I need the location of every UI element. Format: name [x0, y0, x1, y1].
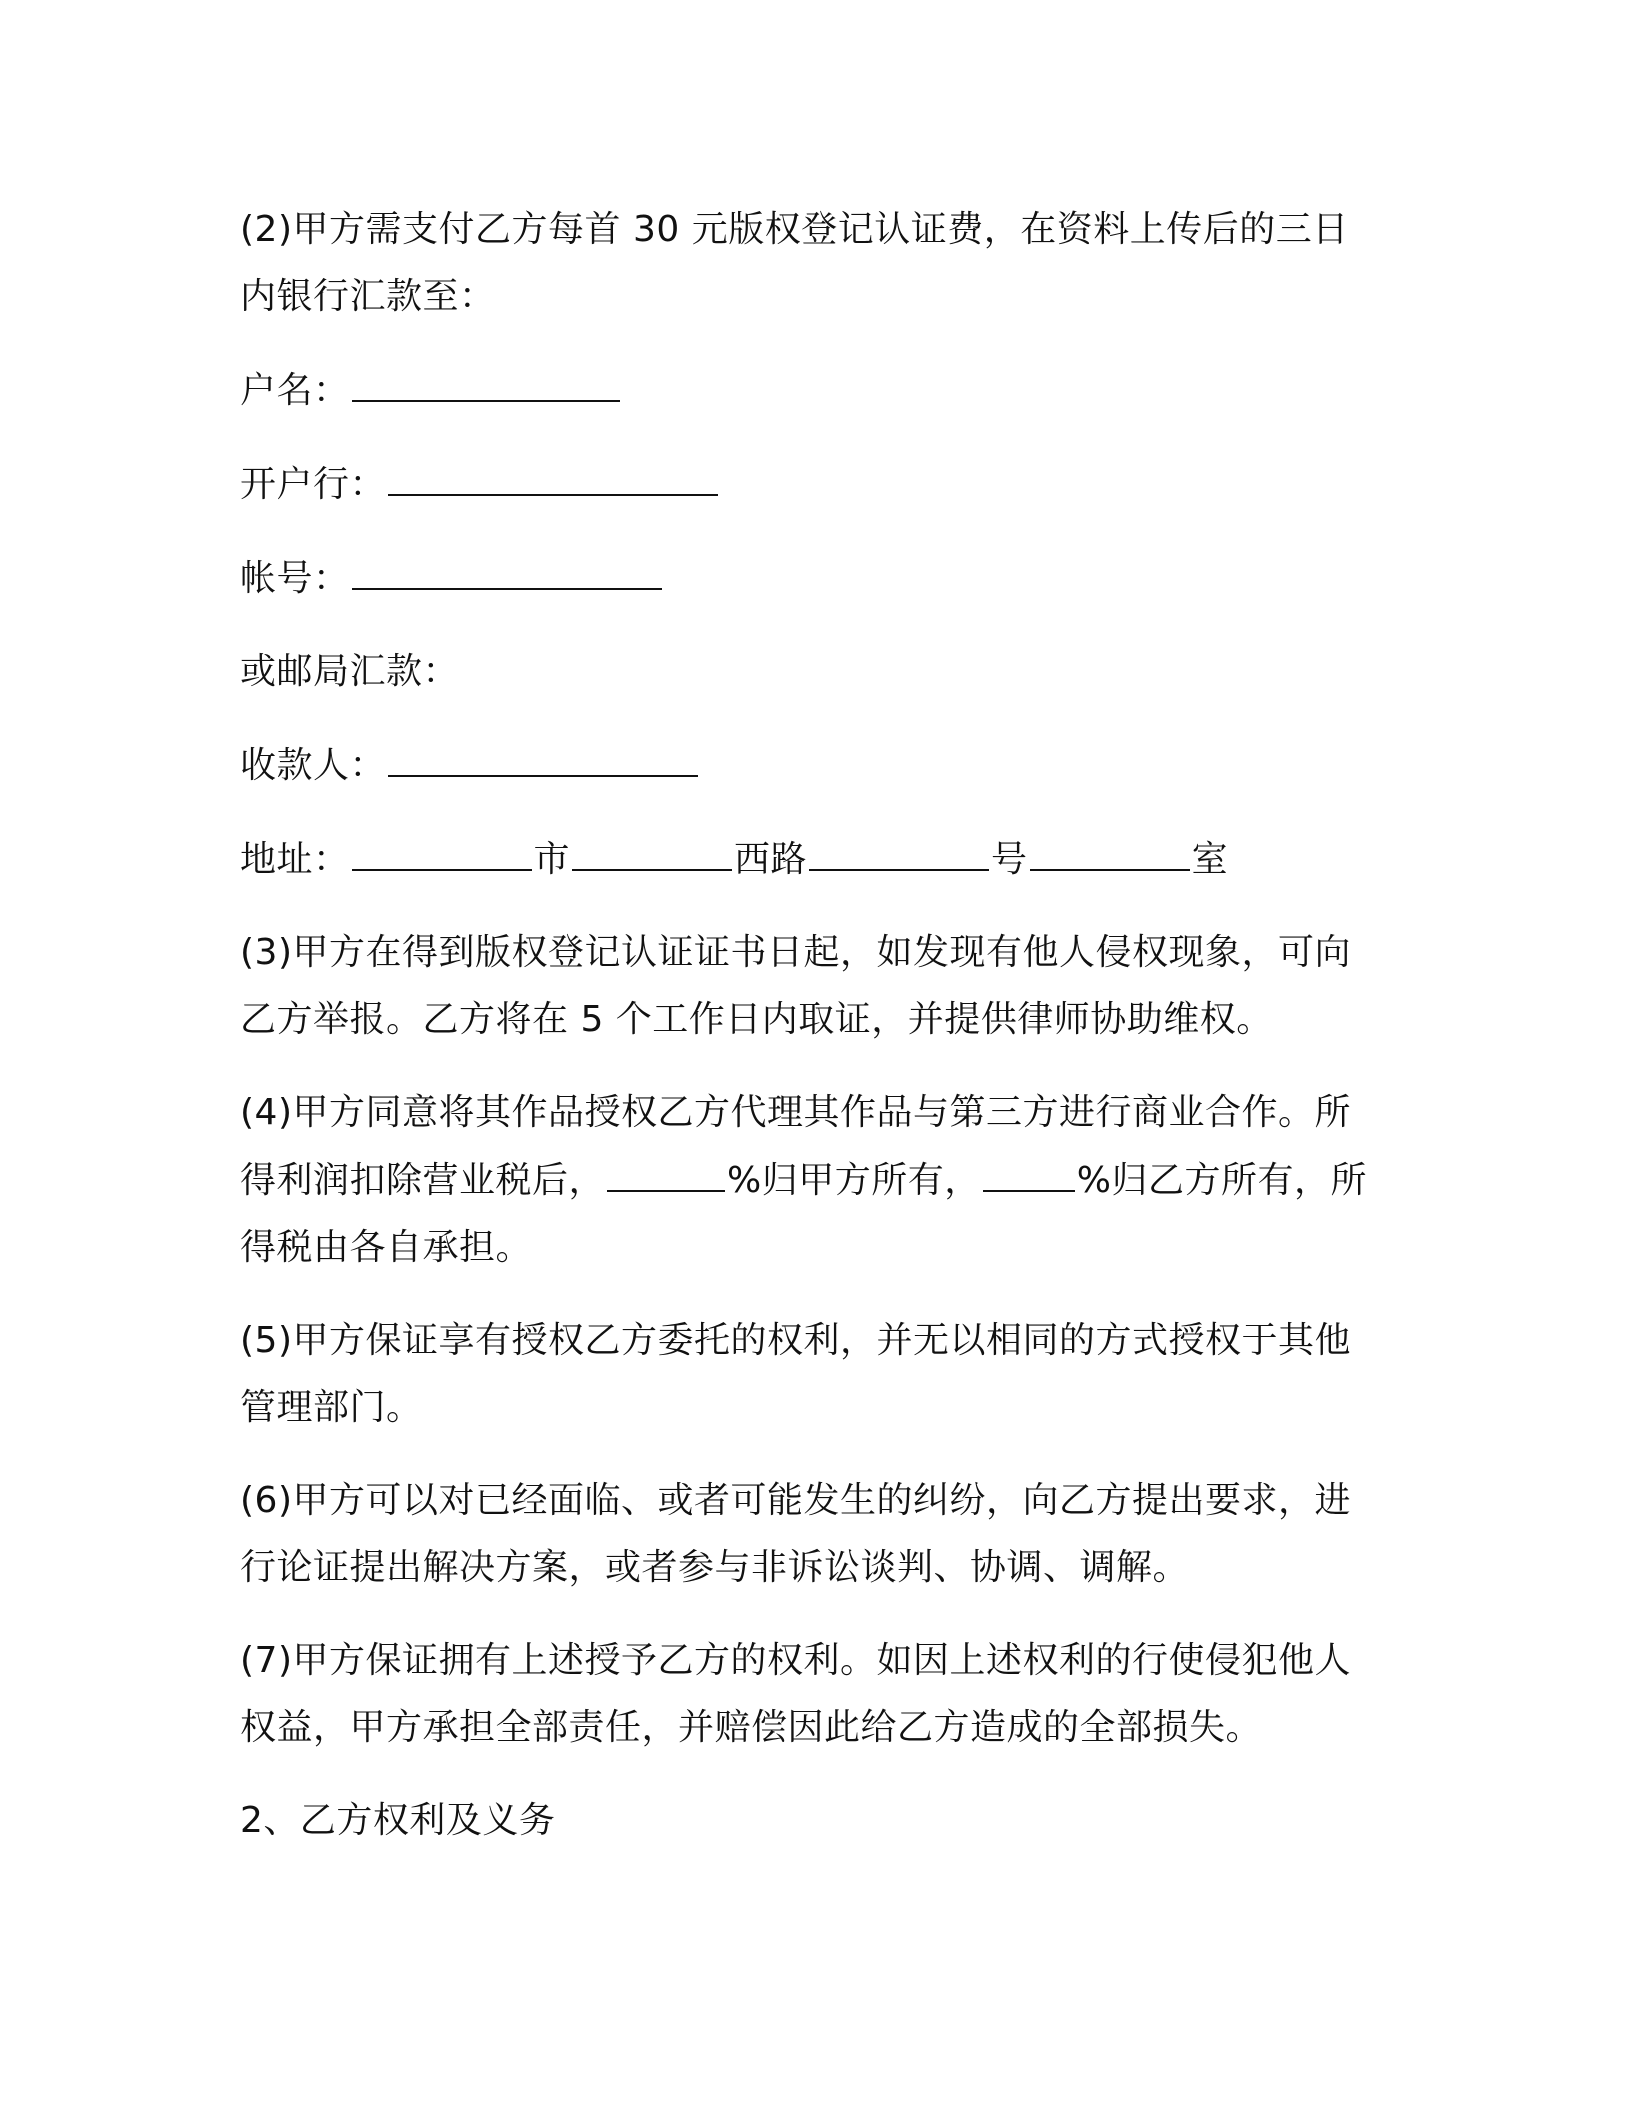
address-city-blank[interactable] — [352, 825, 532, 871]
address-road-text: 西路 — [734, 839, 808, 880]
account-number-blank[interactable] — [352, 544, 662, 590]
clause-7-paragraph: (7)甲方保证拥有上述授予乙方的权利。如因上述权利的行使侵犯他人权益，甲方承担全部责任，并赔偿因此给乙方造成的全部损失。 — [240, 1640, 1351, 1748]
clause-3-paragraph: (3)甲方在得到版权登记认证证书日起，如发现有他人侵权现象，可向乙方举报。乙方将在 5 个工作日内取证，并提供律师协助维权。 — [240, 932, 1351, 1040]
section-2-heading: 2、乙方权利及义务 — [240, 1800, 556, 1841]
postal-intro-line — [240, 638, 1376, 705]
payee-blank[interactable] — [388, 731, 698, 777]
address-city-text: 市 — [533, 839, 571, 880]
account-name-label: 户名： — [240, 370, 350, 411]
address-label: 地址： — [240, 839, 350, 880]
party-b-share-blank[interactable] — [983, 1146, 1075, 1192]
clause-5-paragraph: (5)甲方保证享有授权乙方委托的权利，并无以相同的方式授权于其他管理部门。 — [240, 1320, 1351, 1428]
address-number-text: 号 — [991, 839, 1028, 880]
payee-label: 收款人： — [240, 745, 387, 786]
postal-intro: 或邮局汇款： — [240, 651, 460, 692]
address-room-text: 室 — [1191, 839, 1229, 880]
account-name-blank[interactable] — [352, 356, 620, 402]
address-line — [240, 825, 1376, 893]
address-room-blank[interactable] — [1030, 825, 1190, 871]
bank-name-line — [240, 450, 1376, 518]
account-number-label: 帐号： — [240, 558, 350, 599]
clause-6-paragraph: (6)甲方可以对已经面临、或者可能发生的纠纷，向乙方提出要求，进行论证提出解决方案，或者参与非诉讼谈判、协调、调解。 — [240, 1480, 1351, 1588]
party-a-share-blank[interactable] — [607, 1146, 725, 1192]
payee-line — [240, 731, 1376, 799]
document-body — [240, 196, 1376, 1854]
account-name-line — [240, 356, 1376, 424]
bank-name-blank[interactable] — [388, 450, 718, 496]
address-road-blank[interactable] — [572, 825, 732, 871]
clause-4-part2: %归甲方所有， — [727, 1160, 981, 1201]
clause-2-paragraph: (2)甲方需支付乙方每首 30 元版权登记认证费，在资料上传后的三日内银行汇款至： — [240, 209, 1349, 317]
clause-4-paragraph — [240, 1079, 1376, 1281]
bank-name-label: 开户行： — [240, 464, 387, 505]
account-number-line — [240, 544, 1376, 612]
clause-4-part3: %归乙方所有，所得税由各自承担。 — [240, 1160, 1367, 1268]
clause-4-part1: (4)甲方同意将其作品授权乙方代理其作品与第三方进行商业合作。所得利润扣除营业税后， — [240, 1092, 1351, 1201]
address-number-blank[interactable] — [809, 825, 989, 871]
